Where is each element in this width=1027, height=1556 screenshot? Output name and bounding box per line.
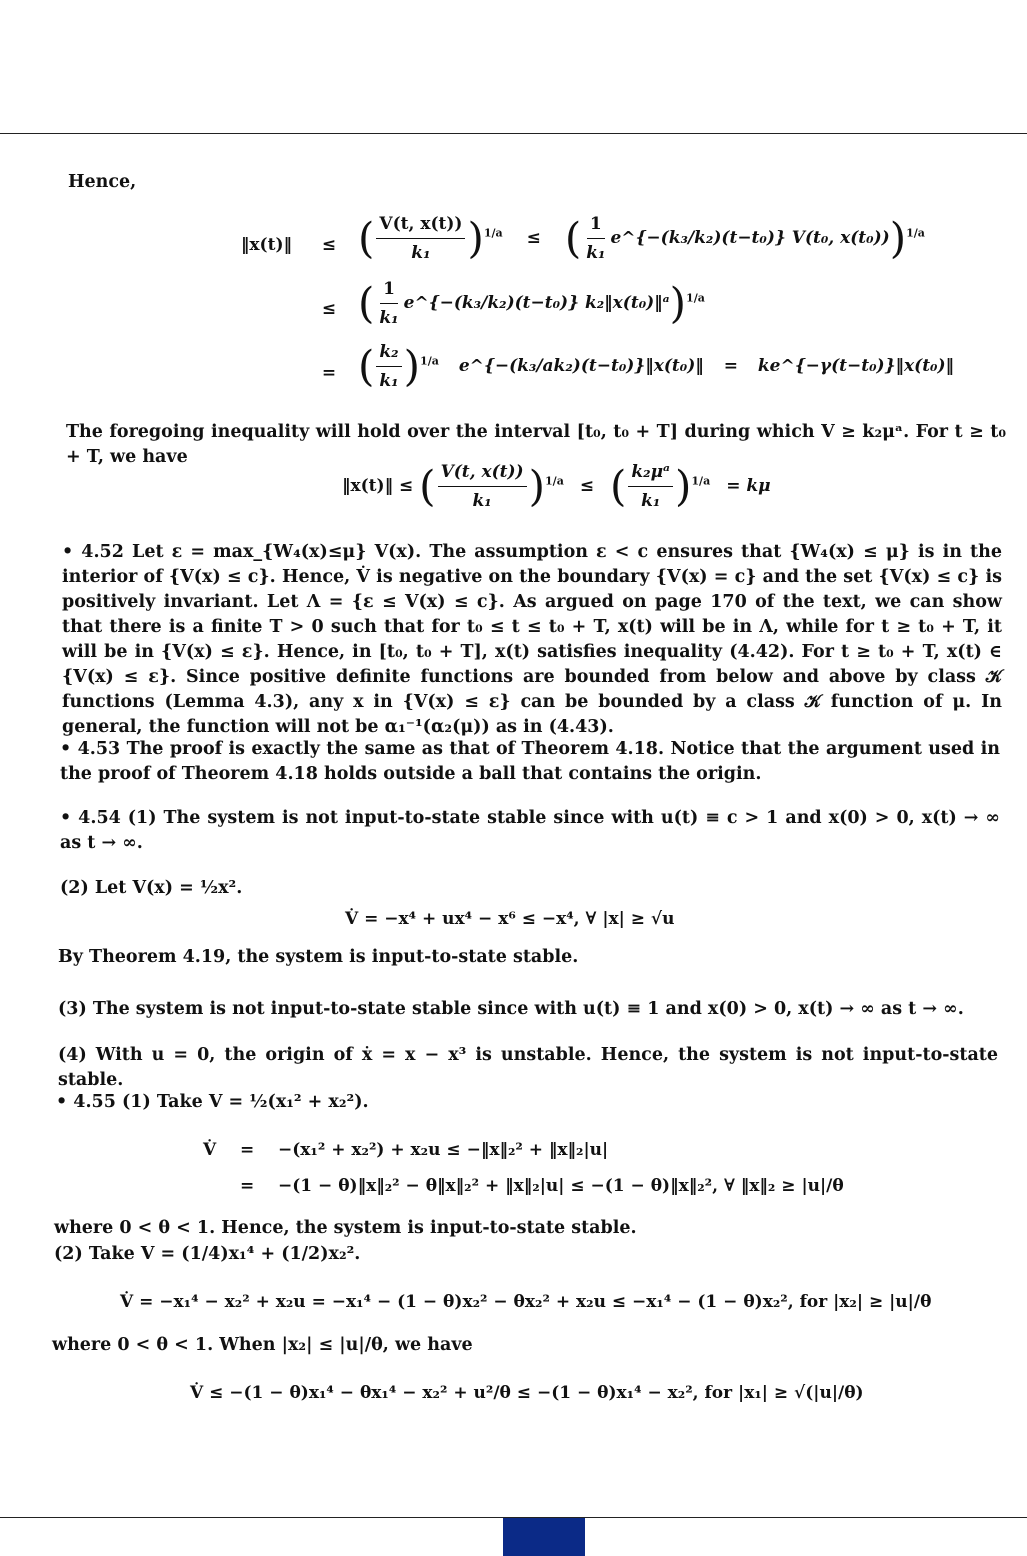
- eq1-row2-exp: 1/a: [686, 291, 705, 305]
- eq1-row1-den: k₁: [411, 243, 431, 263]
- eq1-row3-rhs: ke^{−γ(t−t₀)}‖x(t₀)‖: [757, 356, 955, 376]
- paragraph-4-54-2: (2) Let V(x) = ½x².: [60, 878, 243, 898]
- eq2-exp2: 1/a: [691, 474, 711, 488]
- eq-4-55-1b-rhs: −(1 − θ)‖x‖₂² − θ‖x‖₂² + ‖x‖₂|u| ≤ −(1 − θ)‖x‖₂², ∀ ‖x‖₂ ≥ |u|/θ: [278, 1176, 844, 1196]
- where-line-1: where 0 < θ < 1. Hence, the system is input-to-state stable.: [54, 1218, 637, 1238]
- eq1-row3-exp: 1/a: [420, 354, 439, 368]
- eq-4-55-1a-eq: =: [240, 1140, 255, 1160]
- eq1-row3-eq: =: [723, 356, 738, 376]
- paragraph-4-55-2: (2) Take V = (1/4)x₁⁴ + (1/2)x₂².: [54, 1244, 361, 1264]
- eq1-row1-rel: ≤: [526, 228, 541, 248]
- hence-label: Hence,: [68, 172, 137, 192]
- eq1-row1-num: V(t, x(t)): [376, 212, 465, 239]
- paragraph-4-54-1: • 4.54 (1) The system is not input-to-state stable since with u(t) ≡ c > 1 and x(0) > 0, x(t) → ∞ as t → ∞.: [60, 808, 1000, 853]
- paragraph-4-52: • 4.52 Let ε = max_{W₄(x)≤μ} V(x). The assumption ε < c ensures that {W₄(x) ≤ μ} is in the interior of {V(x) ≤ c}. Hence, V̇ is negative on the boundary {V(x) = c} and the set {V(x) ≤ c} is positively invariant. Let Λ = {ε ≤ V(x) ≤ c}. As argued on page 170 of the text, we can show that there is a finite T > 0 such that for t₀ ≤ t ≤ t₀ + T, x(t) will be in Λ, while for t ≥ t₀ + T, it will be in {V(x) ≤ ε}. Hence, in [t₀, t₀ + T], x(t) satisfies inequality (4.42). For t ≥ t₀ + T, x(t) ∈ {V(x) ≤ ε}. Since positive definite functions are bounded from below and above by class 𝒦 functions (Lemma 4.3), any x in {V(x) ≤ ε} can be bounded by a class 𝒦 function of μ. In general, the function will not be α₁⁻¹(α₂(μ)) as in (4.43).: [62, 542, 1002, 737]
- eq2-den1: k₁: [472, 491, 492, 511]
- eq-4-55-1b-eq: =: [240, 1176, 255, 1196]
- eq2-num1: V(t, x(t)): [438, 460, 527, 487]
- eq1-row1-exp: 1/a: [483, 226, 503, 240]
- eq2-den2: k₁: [641, 491, 661, 511]
- eq1-row2-num: 1: [380, 277, 398, 304]
- eq-4-55-3: V̇ ≤ −(1 − θ)x₁⁴ − θx₁⁴ − x₂² + u²/θ ≤ −(1 − θ)x₁⁴ − x₂², for |x₁| ≥ √(|u|/θ): [190, 1383, 864, 1403]
- eq1-row1b-den: k₁: [586, 243, 606, 263]
- eq1-row3-body: e^{−(k₃/ak₂)(t−t₀)}‖x(t₀)‖: [458, 356, 704, 376]
- eq2-num2: k₂μᵃ: [628, 460, 673, 487]
- foregoing-paragraph: The foregoing inequality will hold over the interval [t₀, t₀ + T] during which V ≥ k₂μᵃ. For t ≥ t₀ + T, we have: [66, 422, 1006, 467]
- paragraph-4-53: • 4.53 The proof is exactly the same as that of Theorem 4.18. Notice that the argument used in the proof of Theorem 4.18 holds outside a ball that contains the origin.: [60, 739, 1000, 784]
- eq1-rel3: =: [321, 363, 337, 383]
- eq2-exp1: 1/a: [545, 474, 564, 488]
- paragraph-4-54-3: (3) The system is not input-to-state stable since with u(t) ≡ 1 and x(0) > 0, x(t) → ∞ as t → ∞.: [58, 999, 964, 1019]
- eq2-lhs: ‖x(t)‖ ≤: [342, 476, 414, 496]
- eq-4-55-2: V̇ = −x₁⁴ − x₂² + x₂u = −x₁⁴ − (1 − θ)x₂² − θx₂² + x₂u ≤ −x₁⁴ − (1 − θ)x₂², for |x₂| ≥ |u|/θ: [120, 1292, 932, 1312]
- eq-4-55-1a-rhs: −(x₁² + x₂²) + x₂u ≤ −‖x‖₂² + ‖x‖₂|u|: [278, 1140, 609, 1160]
- theorem-4-19-line: By Theorem 4.19, the system is input-to-state stable.: [58, 947, 579, 967]
- eq1-rel1: ≤: [321, 235, 337, 255]
- where-line-2: where 0 < θ < 1. When |x₂| ≤ |u|/θ, we have: [52, 1335, 473, 1355]
- eq2-rhs: = kμ: [726, 476, 771, 496]
- eq1-row3-num: k₂: [376, 340, 401, 367]
- eq1-row3-den: k₁: [379, 371, 399, 391]
- eq1-row2-body: e^{−(k₃/k₂)(t−t₀)} k₂‖x(t₀)‖ᵃ: [403, 293, 670, 313]
- eq1-lhs: ‖x(t)‖: [240, 235, 292, 255]
- eq2-rel: ≤: [579, 476, 595, 496]
- paragraph-4-55-1: • 4.55 (1) Take V = ½(x₁² + x₂²).: [56, 1092, 369, 1112]
- eq1-rel2: ≤: [321, 299, 337, 319]
- header-rule: [0, 133, 1027, 134]
- paragraph-4-54-4: (4) With u = 0, the origin of ẋ = x − x³ is unstable. Hence, the system is not input-to-state stable.: [58, 1045, 998, 1090]
- eq-4-54-2: V̇ = −x⁴ + ux⁴ − x⁶ ≤ −x⁴, ∀ |x| ≥ √u: [345, 909, 675, 929]
- eq1-row1b-body: e^{−(k₃/k₂)(t−t₀)} V(t₀, x(t₀)): [610, 228, 890, 248]
- eq1-row2-den: k₁: [379, 308, 399, 328]
- equation-block-2: ‖x(t)‖ ≤ ( $\frac{V(t, x(t))}{\text{k₁}}$ )$^{1/a}$ ≤ ( $\frac{\text{k₂μᵃ}}{\text{k₁}}$ )$^{1/a}$ = kμ: [342, 461, 771, 511]
- page-marker: [503, 1518, 585, 1556]
- eq1-row1: ( $\frac{V(t, x(t))}{\text{k₁}}$ )$^{1/a}$ ≤ ( $\frac{1}{\text{k₁}}$ e^{−(k₃/k₂)(t−t₀)} V(t₀, x(t₀)))$^{1/a}$: [358, 213, 925, 263]
- eq1-row3: ( $\frac{\text{k₂}}{\text{k₁}}$ )$^{1/a}$ e^{−(k₃/ak₂)(t−t₀)}‖x(t₀)‖ = ke^{−γ(t−t₀)}‖x(t₀)‖: [358, 341, 955, 391]
- eq-4-55-1a-lhs: V̇: [203, 1140, 217, 1160]
- eq1-row2: ( $\frac{1}{\text{k₁}}$ e^{−(k₃/k₂)(t−t₀)} k₂‖x(t₀)‖ᵃ)$^{1/a}$: [358, 278, 705, 328]
- eq1-row1b-num: 1: [587, 212, 605, 239]
- eq1-row1b-exp: 1/a: [906, 226, 925, 240]
